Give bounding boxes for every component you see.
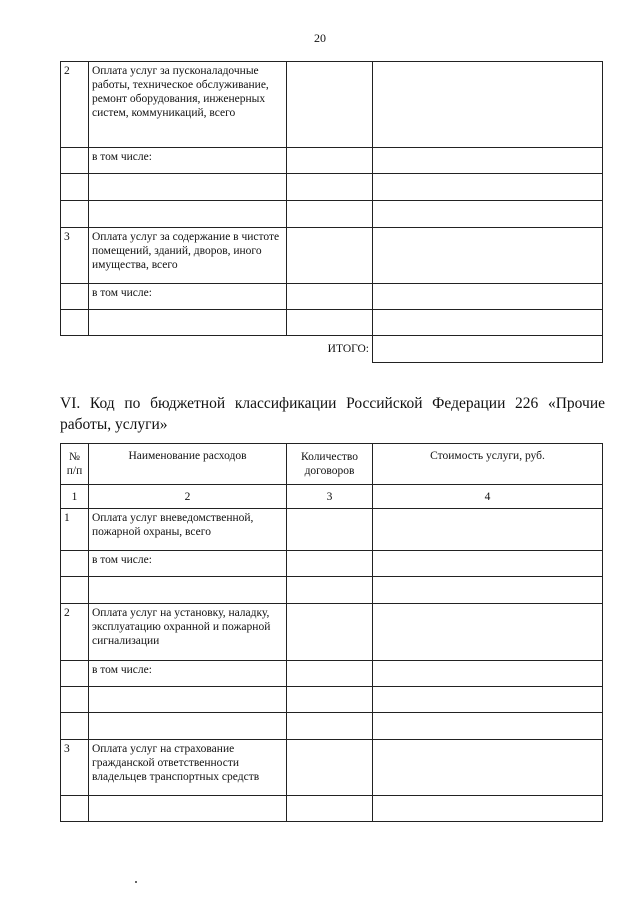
expense-name <box>89 713 287 740</box>
contracts-count-cell[interactable] <box>287 284 373 310</box>
contracts-count-cell[interactable] <box>287 509 373 551</box>
cost-cell[interactable] <box>373 509 603 551</box>
contracts-count-cell[interactable] <box>287 577 373 604</box>
header-expense-name: Наименование расходов <box>89 444 287 485</box>
section-heading: VI. Код по бюджетной классификации Российской Федерации 226 «Прочие работы, услуги» <box>60 395 605 433</box>
expense-name <box>89 687 287 713</box>
row-number: 3 <box>61 228 89 284</box>
row-number <box>61 201 89 228</box>
header-row <box>61 444 603 485</box>
header-cost: Стоимость услуги, руб. <box>373 444 603 485</box>
expense-name <box>89 796 287 822</box>
expense-name <box>89 577 287 604</box>
total-label: ИТОГО: <box>327 343 369 356</box>
row-number: 2 <box>61 62 89 148</box>
cost-cell[interactable] <box>373 148 603 174</box>
contracts-count-cell[interactable] <box>287 62 373 148</box>
contracts-count-cell[interactable] <box>287 796 373 822</box>
row-number <box>61 796 89 822</box>
expense-name: в том числе: <box>89 148 287 174</box>
table-row <box>61 713 603 740</box>
expense-name: Оплата услуг вневедомственной, пожарной охраны, всего <box>89 509 287 551</box>
cost-cell[interactable] <box>373 796 603 822</box>
contracts-count-cell[interactable] <box>287 551 373 577</box>
row-number <box>61 661 89 687</box>
column-numbers-row <box>61 485 603 509</box>
row-number: 3 <box>61 740 89 796</box>
cost-cell[interactable] <box>373 551 603 577</box>
table-row <box>61 687 603 713</box>
expense-name <box>89 310 287 336</box>
expense-name <box>89 201 287 228</box>
contracts-count-cell[interactable] <box>287 174 373 201</box>
contracts-count-cell[interactable] <box>287 201 373 228</box>
expense-name: Оплата услуг на страхование гражданской ответственности владельцев транспортных средств <box>89 740 287 796</box>
table-row <box>61 796 603 822</box>
page-number: 20 <box>314 31 326 45</box>
expense-name: Оплата услуг за содержание в чистоте помещений, зданий, дворов, иного имущества, всего <box>89 228 287 284</box>
cost-cell[interactable] <box>373 174 603 201</box>
column-number: 4 <box>373 485 603 509</box>
column-number: 1 <box>61 485 89 509</box>
header-contracts-count: Количество договоров <box>287 444 373 485</box>
expense-name: Оплата услуг за пусконаладочные работы, техническое обслуживание, ремонт оборудования, инженерных систем, коммуникаций, всего <box>89 62 287 148</box>
cost-cell[interactable] <box>373 740 603 796</box>
contracts-count-cell[interactable] <box>287 148 373 174</box>
cost-cell[interactable] <box>373 687 603 713</box>
column-number: 3 <box>287 485 373 509</box>
cost-cell[interactable] <box>373 604 603 661</box>
table-row <box>61 604 603 661</box>
table-row <box>61 284 603 310</box>
contracts-count-cell[interactable] <box>287 713 373 740</box>
contracts-count-cell[interactable] <box>287 228 373 284</box>
expense-name: в том числе: <box>89 551 287 577</box>
table-row <box>61 62 603 148</box>
expense-name <box>89 174 287 201</box>
row-number <box>61 310 89 336</box>
row-number <box>61 577 89 604</box>
table-row <box>61 740 603 796</box>
row-number: 1 <box>61 509 89 551</box>
contracts-count-cell[interactable] <box>287 687 373 713</box>
total-row <box>61 336 603 363</box>
table-row <box>61 228 603 284</box>
contracts-count-cell[interactable] <box>287 310 373 336</box>
table-row <box>61 577 603 604</box>
cost-cell[interactable] <box>373 284 603 310</box>
table-row <box>61 201 603 228</box>
row-number <box>61 687 89 713</box>
other-services-table <box>60 443 603 822</box>
contracts-count-cell[interactable] <box>287 661 373 687</box>
total-cost-cell[interactable] <box>373 336 603 363</box>
cost-cell[interactable] <box>373 577 603 604</box>
table-row <box>61 174 603 201</box>
contracts-count-cell[interactable] <box>287 604 373 661</box>
table-row <box>61 148 603 174</box>
cost-cell[interactable] <box>373 661 603 687</box>
expense-name: в том числе: <box>89 284 287 310</box>
table-row <box>61 310 603 336</box>
column-number: 2 <box>89 485 287 509</box>
row-number <box>61 713 89 740</box>
table-row <box>61 551 603 577</box>
expenses-table-continued <box>60 61 603 363</box>
scan-speck <box>135 881 137 883</box>
expense-name: Оплата услуг на установку, наладку, эксплуатацию охранной и пожарной сигнализации <box>89 604 287 661</box>
row-number <box>61 174 89 201</box>
cost-cell[interactable] <box>373 62 603 148</box>
expense-name: в том числе: <box>89 661 287 687</box>
row-number: 2 <box>61 604 89 661</box>
cost-cell[interactable] <box>373 713 603 740</box>
row-number <box>61 284 89 310</box>
cost-cell[interactable] <box>373 228 603 284</box>
cost-cell[interactable] <box>373 201 603 228</box>
cost-cell[interactable] <box>373 310 603 336</box>
header-number: № п/п <box>61 444 89 485</box>
contracts-count-cell[interactable] <box>287 740 373 796</box>
row-number <box>61 551 89 577</box>
table-row <box>61 509 603 551</box>
table-row <box>61 661 603 687</box>
row-number <box>61 148 89 174</box>
